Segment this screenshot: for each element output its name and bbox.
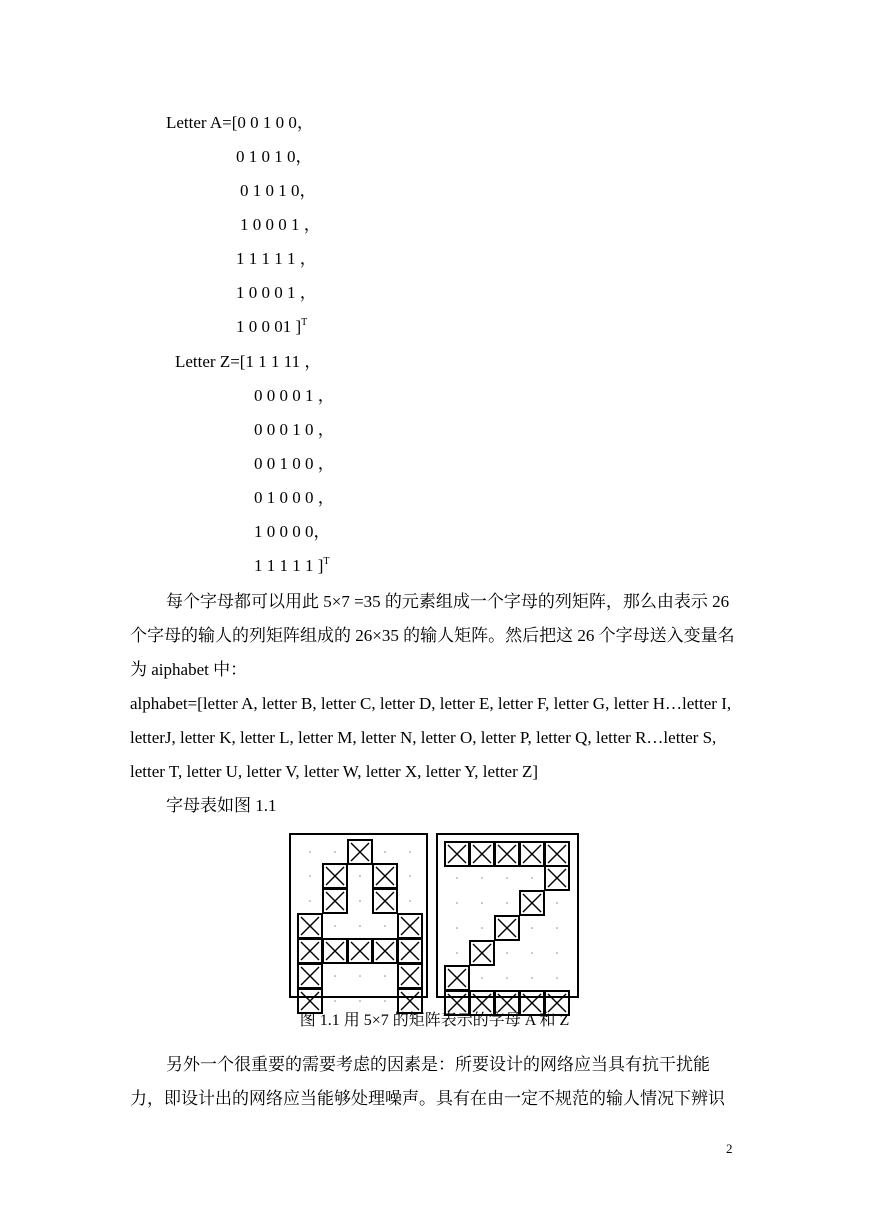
matrix-z-line: 0 1 0 0 0 ， — [254, 488, 335, 507]
filled-cell — [444, 965, 468, 989]
empty-cell — [372, 963, 396, 987]
empty-cell — [322, 988, 346, 1012]
filled-cell — [372, 938, 396, 962]
matrix-a-last-line: 1 0 0 01 ]$^T$ — [236, 317, 308, 336]
matrix-z-line: Letter Z=[1 1 1 11 ， — [175, 352, 322, 371]
body-paragraph: 另外一个很重要的需要考虑的因素是：所要设计的网络应当具有抗干扰能力，即设计出的网络应当能够处理噪声。具有在由一定不规范的输人情况下辨识 — [130, 1055, 725, 1108]
filled-cell — [297, 938, 321, 962]
filled-cell — [347, 839, 371, 863]
filled-cell — [372, 863, 396, 887]
empty-cell — [347, 888, 371, 912]
empty-cell — [444, 940, 468, 964]
empty-cell — [519, 915, 543, 939]
matrix-a-line: 0 1 0 1 0， — [236, 147, 313, 166]
page-number: 2 — [726, 1141, 733, 1156]
empty-cell — [469, 915, 493, 939]
empty-cell — [444, 890, 468, 914]
empty-cell — [297, 839, 321, 863]
empty-cell — [544, 965, 568, 989]
empty-cell — [494, 965, 518, 989]
filled-cell — [322, 888, 346, 912]
filled-cell — [397, 963, 421, 987]
empty-cell — [544, 940, 568, 964]
empty-cell — [494, 865, 518, 889]
matrix-a-line: Letter A=[0 0 1 0 0， — [166, 113, 314, 132]
empty-cell — [469, 865, 493, 889]
filled-cell — [544, 841, 568, 865]
empty-cell — [322, 963, 346, 987]
matrix-z-line: 0 0 0 1 0 ， — [254, 420, 335, 439]
empty-cell — [397, 863, 421, 887]
empty-cell — [544, 890, 568, 914]
empty-cell — [444, 915, 468, 939]
filled-cell — [397, 913, 421, 937]
empty-cell — [519, 865, 543, 889]
figure-caption: 图 1.1 用 5×7 的矩阵表示的字母 A 和 Z — [299, 1012, 570, 1029]
filled-cell — [297, 988, 321, 1012]
filled-cell — [444, 841, 468, 865]
matrix-z-line: 0 0 1 0 0 ， — [254, 454, 335, 473]
filled-cell — [372, 888, 396, 912]
alphabet-definition: alphabet=[letter A, letter B, letter C, letter D, letter E, letter F, letter G, letter H…letter I, letterJ, letter K, letter L, letter M, letter N, letter O, letter P, letter Q, letter R…letter S, letter T, letter U, letter V, letter W, letter X, letter Y, letter Z] — [130, 694, 732, 781]
empty-cell — [469, 965, 493, 989]
empty-cell — [397, 888, 421, 912]
filled-cell — [469, 940, 493, 964]
matrix-a-line: 1 0 0 0 1 ， — [240, 215, 321, 234]
empty-cell — [322, 913, 346, 937]
empty-cell — [494, 940, 518, 964]
filled-cell — [397, 938, 421, 962]
filled-cell — [347, 938, 371, 962]
empty-cell — [397, 839, 421, 863]
filled-cell — [494, 841, 518, 865]
empty-cell — [494, 890, 518, 914]
matrix-a-line: 0 1 0 1 0， — [240, 181, 317, 200]
filled-cell — [519, 890, 543, 914]
matrix-a-line: 1 1 1 1 1 ， — [236, 249, 317, 268]
empty-cell — [372, 988, 396, 1012]
filled-cell — [322, 863, 346, 887]
empty-cell — [544, 915, 568, 939]
filled-cell — [397, 988, 421, 1012]
empty-cell — [372, 913, 396, 937]
filled-cell — [544, 865, 568, 889]
figure-intro: 字母表如图 1.1 — [166, 796, 277, 815]
empty-cell — [347, 963, 371, 987]
body-paragraph: 每个字母都可以用此 5×7 =35 的元素组成一个字母的列矩阵，那么由表示 26 个字母的输人的列矩阵组成的 26×35 的输人矩阵。然后把这 26 个字母送入变量名为 aiphabet 中： — [130, 592, 735, 679]
filled-cell — [297, 913, 321, 937]
filled-cell — [297, 963, 321, 987]
empty-cell — [519, 940, 543, 964]
filled-cell — [469, 841, 493, 865]
matrix-z-line: 0 0 0 0 1 ， — [254, 386, 335, 405]
filled-cell — [322, 938, 346, 962]
empty-cell — [347, 863, 371, 887]
matrix-a-line: 1 0 0 0 1 ， — [236, 283, 317, 302]
empty-cell — [444, 865, 468, 889]
transpose-mark: T — [301, 317, 308, 328]
empty-cell — [347, 988, 371, 1012]
empty-cell — [297, 863, 321, 887]
empty-cell — [519, 965, 543, 989]
letter-z-figure — [436, 833, 579, 998]
matrix-z-last-line: 1 1 1 1 1 ]$^T$ — [254, 556, 330, 575]
empty-cell — [469, 890, 493, 914]
filled-cell — [494, 915, 518, 939]
matrix-z-line: 1 0 0 0 0， — [254, 522, 331, 541]
empty-cell — [347, 913, 371, 937]
transpose-mark: T — [323, 556, 330, 567]
empty-cell — [372, 839, 396, 863]
filled-cell — [519, 841, 543, 865]
empty-cell — [297, 888, 321, 912]
letter-a-figure — [289, 833, 428, 998]
empty-cell — [322, 839, 346, 863]
